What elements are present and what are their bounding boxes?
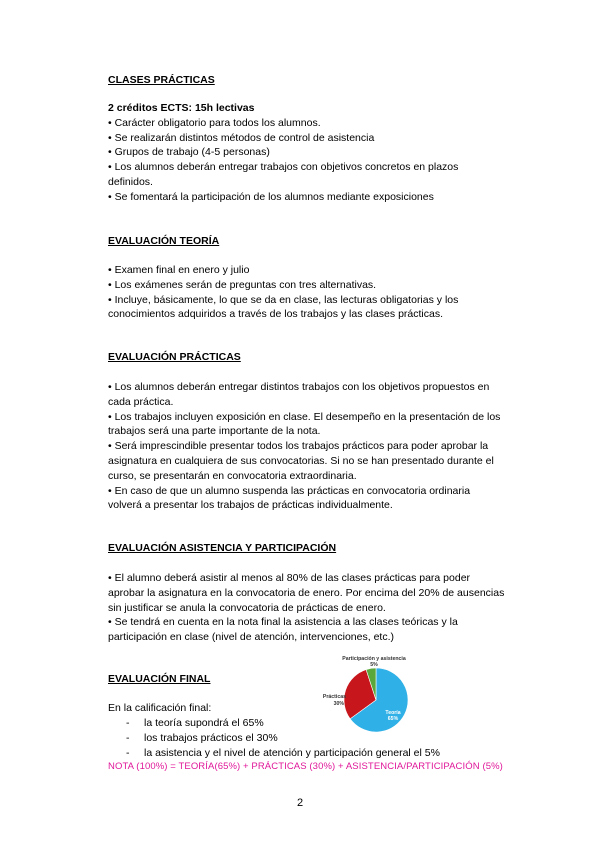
evaluacion-final-heading: EVALUACIÓN FINAL [108, 673, 211, 685]
text-line: sin justificar se anula la convocatoria de prácticas de enero. [108, 601, 386, 614]
clases-practicas-subheading: 2 créditos ECTS: 15h lectivas [108, 102, 255, 114]
text-line: • Se fomentará la participación de los alumnos mediante exposiciones [108, 190, 434, 203]
evaluacion-practicas-body [108, 380, 528, 513]
text-line: • Será imprescindible presentar todos los trabajos prácticos para poder aprobar la [108, 440, 489, 453]
dash-bullet: - [126, 717, 130, 729]
text-line: • Se tendrá en cuenta en la nota final la asistencia a las clases teóricas y la [108, 616, 458, 629]
clases-practicas-body [108, 101, 528, 205]
evaluacion-asistencia-heading: EVALUACIÓN ASISTENCIA Y PARTICIPACIÓN [108, 542, 337, 554]
text-line: • El alumno deberá asistir al menos al 80% de las clases prácticas para poder [108, 572, 471, 584]
dash-bullet: - [126, 731, 130, 744]
pie-value-teoria: 65% [387, 716, 399, 722]
text-line: definidos. [108, 175, 153, 188]
pie-label-participacion: Participación y asistencia [342, 656, 406, 662]
list-item-text: la asistencia y el nivel de atención y participación general el 5% [144, 746, 440, 759]
text-line: • Incluye, básicamente, lo que se da en clase, las lecturas obligatorias y los [108, 293, 459, 306]
evaluacion-teoria-heading: EVALUACIÓN TEORÍA [108, 235, 220, 247]
text-line: aprobar la asignatura en la convocatoria de enero. Por encima del 20% de ausencias [108, 586, 505, 599]
text-line: • Grupos de trabajo (4-5 personas) [108, 146, 270, 159]
grade-formula: NOTA (100%) = TEORÍA(65%) + PRÁCTICAS (30%) + ASISTENCIA/PARTICIPACIÓN (5%) [108, 761, 503, 772]
evaluacion-teoria-body [108, 263, 528, 322]
dash-bullet: - [126, 746, 130, 759]
grade-pie-chart [318, 652, 418, 734]
list-item-text: la teoría supondrá el 65% [144, 717, 264, 729]
text-line: curso, se presentarán en convocatoria extraordinaria. [108, 469, 357, 482]
text-line: trabajos será una parte importante de la nota. [108, 425, 321, 438]
pie-label-teoria: Teoría [385, 710, 401, 716]
text-line: • Los alumnos deberán entregar trabajos con objetivos concretos en plazos [108, 161, 459, 174]
text-line: volverá a presentar los trabajos de prácticas individualmente. [108, 499, 393, 512]
text-line: • Examen final en enero y julio [108, 264, 250, 276]
text-line: participación en clase (nivel de atención, intervenciones, etc.) [108, 631, 394, 644]
text-line: • En caso de que un alumno suspenda las prácticas en convocatoria ordinaria [108, 484, 471, 497]
pie-value-practicas: 30% [333, 701, 344, 707]
text-line: • Carácter obligatorio para todos los alumnos. [108, 116, 321, 129]
pie-value-participacion: 5% [370, 662, 378, 668]
list-item [126, 746, 440, 761]
text-line: asignatura en cualquiera de sus convocatorias. Si no se han presentado durante el [108, 454, 494, 467]
text-line: • Los exámenes serán de preguntas con tres alternativas. [108, 278, 377, 291]
clases-practicas-heading: CLASES PRÁCTICAS [108, 74, 215, 86]
text-line: conocimientos adquiridos a través de los trabajos y las clases prácticas. [108, 308, 443, 321]
list-item-text: los trabajos prácticos el 30% [144, 731, 278, 744]
text-line: • Los trabajos incluyen exposición en clase. El desempeño en la presentación de los [108, 410, 501, 423]
text-line: cada práctica. [108, 395, 174, 408]
pie-label-practicas: Prácticas [322, 694, 346, 700]
evaluacion-final-intro: En la calificación final: [108, 702, 212, 714]
page-number: 2 [296, 797, 304, 809]
text-line: • Se realizarán distintos métodos de control de asistencia [108, 131, 375, 144]
evaluacion-asistencia-body [108, 571, 528, 645]
text-line: • Los alumnos deberán entregar distintos trabajos con los objetivos propuestos en [108, 381, 490, 393]
evaluacion-practicas-heading: EVALUACIÓN PRÁCTICAS [108, 351, 241, 363]
